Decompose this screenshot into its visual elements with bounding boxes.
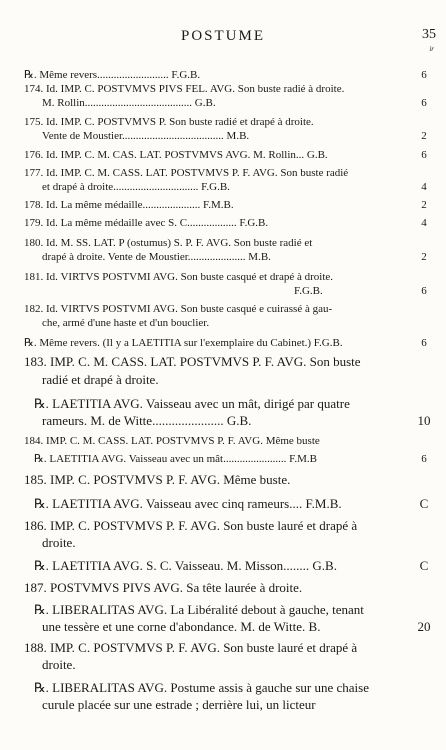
catalog-line: 175. Id. IMP. C. POSTVMVS P. Son buste radié et drapé à droite. — [24, 116, 314, 128]
catalog-line: 184. IMP. C. M. CASS. LAT. POSTVMVS P. F. AVG. Même buste — [24, 435, 320, 447]
catalog-line: 178. Id. La même médaille..................... F.M.B. — [24, 199, 234, 211]
rarity-count: 10 — [417, 413, 431, 428]
catalog-line: 187. POSTVMVS PIVS AVG. Sa tête laurée à droite. — [24, 580, 303, 595]
catalog-line: 180. Id. M. SS. LAT. P (ostumus) S. P. F. AVG. Son buste radié et — [24, 237, 313, 249]
rarity-count: C — [419, 558, 429, 573]
rarity-count: 6 — [421, 149, 427, 161]
rarity-count: 4 — [421, 217, 427, 229]
catalog-line: 185. IMP. C. POSTVMVS P. F. AVG. Même buste. — [24, 472, 291, 487]
catalog-line: ℞. Même revers. (Il y a LAETITIA sur l'exemplaire du Cabinet.) F.G.B. — [24, 337, 343, 349]
catalog-line: ℞. LAETITIA AVG. Vaisseau avec cinq rameurs.... F.M.B. — [34, 496, 342, 511]
rarity-count: 6 — [421, 97, 427, 109]
rarity-count: 6 — [421, 337, 427, 349]
catalog-line: Vente de Moustier..................................... M.B. — [42, 130, 250, 142]
catalog-line: radié et drapé à droite. — [42, 372, 159, 387]
rarity-count: 6 — [421, 69, 427, 81]
rarity-count: 4 — [421, 181, 427, 193]
running-header: POSTUME — [180, 28, 265, 44]
rarity-count: 6 — [421, 453, 427, 465]
rarity-count: C — [419, 496, 429, 511]
catalog-line: drapé à droite. Vente de Moustier..................... M.B. — [42, 251, 271, 263]
catalog-line: ℞. LAETITIA AVG. S. C. Vaisseau. M. Misson........ G.B. — [34, 558, 337, 573]
catalog-line: 182. Id. VIRTVS POSTVMI AVG. Son buste casqué e cuirassé à gau- — [24, 303, 333, 315]
catalog-line: F.G.B. — [294, 285, 323, 297]
catalog-line: 186. IMP. C. POSTVMVS P. F. AVG. Son buste lauré et drapé à — [24, 518, 358, 533]
catalog-line: ℞. LAETITIA AVG. Vaisseau avec un mât....................... F.M.B — [34, 453, 317, 465]
rarity-count: 6 — [421, 285, 427, 297]
rarity-count: 20 — [417, 619, 431, 634]
catalog-line: ℞. LAETITIA AVG. Vaisseau avec un mât, dirigé par quatre — [34, 396, 350, 411]
catalog-line: 176. Id. IMP. C. M. CAS. LAT. POSTVMVS AVG. M. Rollin... G.B. — [24, 149, 328, 161]
catalog-line: droite. — [42, 535, 76, 550]
rarity-count: 2 — [421, 251, 427, 263]
page-number: 35 — [422, 27, 436, 42]
rarity-count: 2 — [421, 199, 427, 211]
catalog-line: curule placée sur une estrade ; derrière lui, un licteur — [42, 697, 316, 712]
catalog-line: 179. Id. La même médaille avec S. C.................. F.G.B. — [24, 217, 269, 229]
catalog-line: droite. — [42, 657, 76, 672]
catalog-line: che, armé d'une haste et d'un bouclier. — [42, 317, 210, 329]
catalog-line: rameurs. M. de Witte...................... G.B. — [42, 413, 252, 428]
catalog-line: 177. Id. IMP. C. M. CASS. LAT. POSTVMVS P. F. AVG. Son buste radié — [24, 167, 349, 179]
catalog-line: 188. IMP. C. POSTVMVS P. F. AVG. Son buste lauré et drapé à — [24, 640, 358, 655]
catalog-line: 183. IMP. C. M. CASS. LAT. POSTVMVS P. F. AVG. Son buste — [24, 354, 361, 369]
catalog-line: une tessère et une corne d'abondance. M. de Witte. B. — [42, 619, 321, 634]
catalog-line: 181. Id. VIRTVS POSTVMI AVG. Son buste casqué et drapé à droite. — [24, 271, 334, 283]
rarity-count: 2 — [421, 130, 427, 142]
catalog-line: 174. Id. IMP. C. POSTVMVS PIVS FEL. AVG. Son buste radié à droite. — [24, 83, 345, 95]
catalog-line: ℞. LIBERALITAS AVG. Postume assis à gauche sur une chaise — [34, 680, 369, 695]
catalog-line: M. Rollin....................................... G.B. — [42, 97, 216, 109]
page-mark: ir — [429, 45, 434, 53]
catalog-line: et drapé à droite............................... F.G.B. — [42, 181, 230, 193]
catalog-line: ℞. LIBERALITAS AVG. La Libéralité debout à gauche, tenant — [34, 602, 364, 617]
catalog-line: ℞. Même revers.......................... F.G.B. — [24, 69, 201, 81]
